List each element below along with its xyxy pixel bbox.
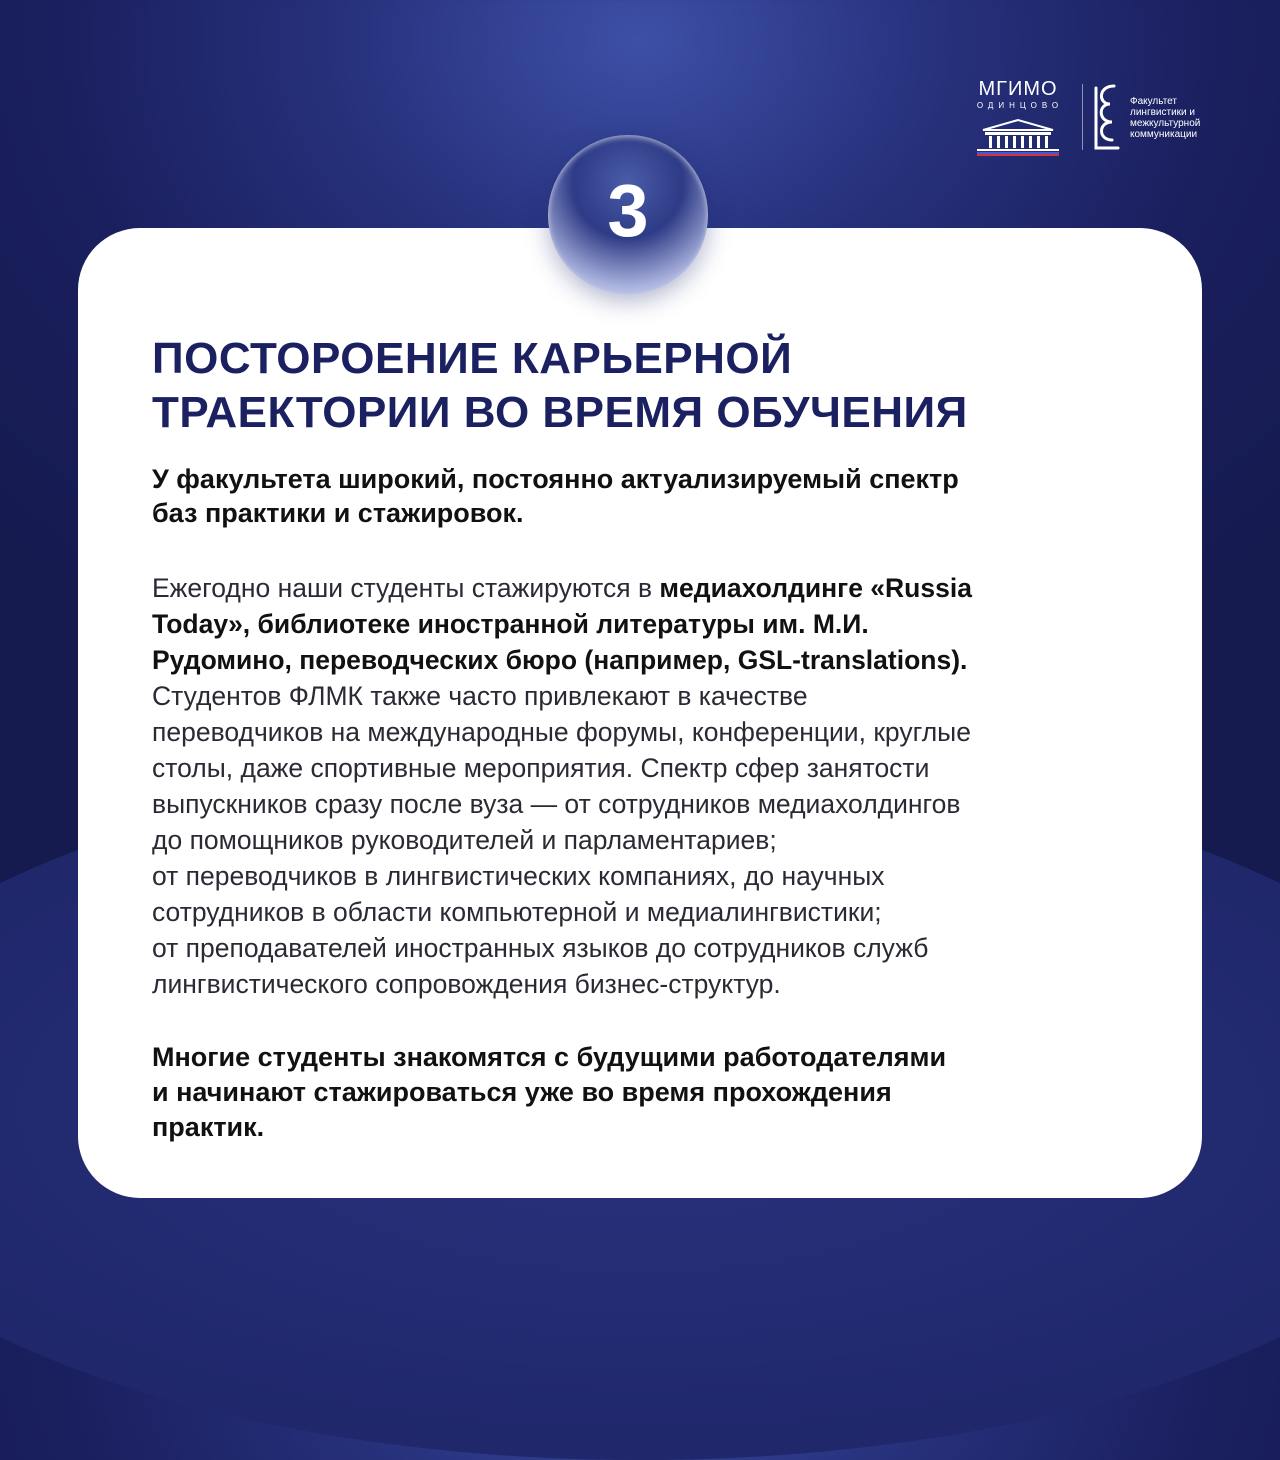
intro-line: баз практики и стажировок. (152, 498, 524, 528)
faculty-logo-line: коммуникации (1130, 129, 1198, 140)
body-line: от переводчиков в лингвистических компаниях, до научных (152, 861, 885, 891)
step-number-badge (548, 135, 708, 295)
body-line: выпускников сразу после вуза — от сотрудников медиахолдингов (152, 789, 961, 819)
body-line: сотрудников в области компьютерной и медиалингвистики; (152, 897, 882, 927)
outro-line: практик. (152, 1112, 265, 1142)
faculty-logo-line: межкультурной (1130, 118, 1201, 129)
outro-line: и начинают стажироваться уже во время прохождения (152, 1077, 892, 1107)
logo-divider (1082, 84, 1083, 150)
page-title-line: ПОСТОРОЕНИЕ КАРЬЕРНОЙ (152, 334, 793, 383)
card-content (152, 332, 1152, 1145)
body-paragraph (152, 570, 1152, 1002)
body-line (152, 570, 1152, 606)
outro-line: Многие студенты знакомятся с будущими работодателями (152, 1042, 947, 1072)
body-line: лингвистического сопровождения бизнес-структур. (152, 969, 781, 999)
mgimo-logo-subtitle: ОДИНЦОВО (976, 101, 1064, 110)
page-title (152, 332, 1152, 440)
outro-paragraph (152, 1040, 1152, 1145)
body-line: столы, даже спортивные мероприятия. Спектр сфер занятости (152, 753, 930, 783)
faculty-logo-text (1130, 96, 1220, 140)
body-text-plain: Ежегодно наши студенты стажируются в (152, 573, 660, 603)
body-text-bold: Рудомино, переводческих бюро (например, GSL-translations). (152, 645, 968, 675)
body-text-bold: медиахолдинге «Russia (659, 573, 972, 603)
intro-line: У факультета широкий, постоянно актуализируемый спектр (152, 464, 959, 494)
faculty-emblem-icon (1088, 82, 1124, 154)
step-number: 3 (607, 169, 649, 252)
mgimo-logo-title: МГИМО (978, 78, 1058, 100)
body-line: Студентов ФЛМК также часто привлекают в качестве (152, 681, 808, 711)
body-line: от преподавателей иностранных языков до сотрудников служб (152, 933, 929, 963)
body-line: до помощников руководителей и парламентариев; (152, 825, 777, 855)
faculty-logo-line: Факультет (1130, 96, 1177, 107)
page-title-line: ТРАЕКТОРИИ ВО ВРЕМЯ ОБУЧЕНИЯ (152, 388, 968, 437)
mgimo-building-icon (973, 116, 1063, 156)
intro-paragraph (152, 462, 1152, 530)
mgimo-logo (962, 78, 1074, 156)
body-line: переводчиков на международные форумы, конференции, круглые (152, 717, 971, 747)
faculty-logo-line: лингвистики и (1130, 107, 1195, 118)
body-text-bold: Today», библиотеке иностранной литературы им. М.И. (152, 609, 869, 639)
